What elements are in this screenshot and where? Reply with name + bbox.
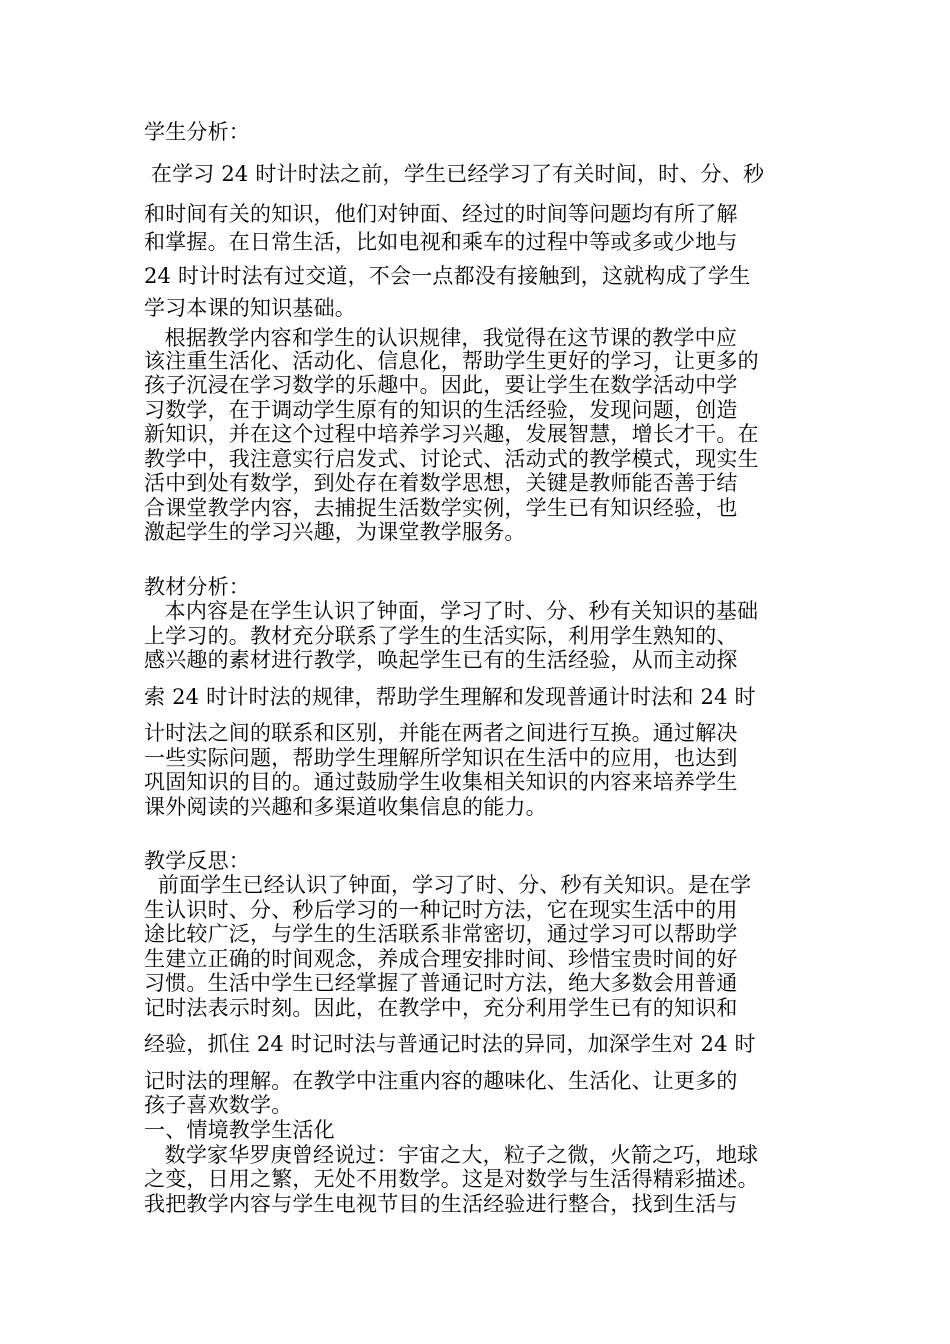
paragraph-line: 和掌握。在日常生活，比如电视和乘车的过程中等或多或少地与: [144, 230, 738, 254]
paragraph-line: 该注重生活化、活动化、信息化，帮助学生更好的学习，让更多的: [144, 349, 759, 373]
paragraph-line: 24 时计时法有过交道，不会一点都没有接触到，这就构成了学生: [144, 264, 751, 288]
paragraph-line: 学习本课的知识基础。: [144, 296, 356, 320]
paragraph-line: 课外阅读的兴趣和多渠道收集信息的能力。: [144, 795, 547, 819]
paragraph-line: 上学习的。教材充分联系了学生的生活实际，利用学生熟知的、: [144, 624, 738, 648]
paragraph-line: 在学习 24 时计时法之前，学生已经学习了有关时间，时、分、秒: [144, 162, 765, 186]
paragraph-line: 教学中，我注意实行启发式、讨论式、活动式的教学模式，现实生: [144, 447, 759, 471]
heading-textbook-analysis: 教材分析：: [144, 575, 250, 599]
paragraph-line: 计时法之间的联系和区别，并能在两者之间进行互换。通过解决: [144, 721, 738, 745]
paragraph-line: 我把教学内容与学生电视节目的生活经验进行整合，找到生活与: [144, 1192, 738, 1216]
paragraph-line: 根据教学内容和学生的认识规律，我觉得在这节课的教学中应: [144, 326, 738, 350]
paragraph-line: 一些实际问题，帮助学生理解所学知识在生活中的应用，也达到: [144, 746, 738, 770]
paragraph-line: 之变，日用之繁，无处不用数学。这是对数学与生活得精彩描述。: [144, 1167, 759, 1191]
heading-teaching-reflection: 教学反思：: [144, 849, 250, 873]
paragraph-line: 经验，抓住 24 时记时法与普通记时法的异同，加深学生对 24 时: [144, 1032, 756, 1056]
paragraph-line: 记时法的理解。在教学中注重内容的趣味化、生活化、让更多的: [144, 1069, 738, 1093]
paragraph-line: 数学家华罗庚曾经说过：宇宙之大，粒子之微，火箭之巧，地球: [144, 1143, 759, 1167]
heading-student-analysis: 学生分析：: [144, 120, 250, 144]
paragraph-line: 习数学，在于调动学生原有的知识的生活经验，发现问题，创造: [144, 398, 738, 422]
paragraph-line: 习惯。生活中学生已经掌握了普通记时方法，绝大多数会用普通: [144, 971, 738, 995]
paragraph-line: 孩子喜欢数学。: [144, 1093, 293, 1117]
paragraph-line: 激起学生的学习兴趣，为课堂教学服务。: [144, 520, 526, 544]
heading-situational-teaching: 一、情境教学生活化: [144, 1118, 335, 1142]
paragraph-line: 新知识，并在这个过程中培养学习兴趣，发展智慧，增长才干。在: [144, 422, 759, 446]
paragraph-line: 记时法表示时刻。因此，在教学中，充分利用学生已有的知识和: [144, 996, 738, 1020]
paragraph-line: 和时间有关的知识，他们对钟面、经过的时间等问题均有所了解: [144, 202, 738, 226]
paragraph-line: 感兴趣的素材进行教学，唤起学生已有的生活经验，从而主动探: [144, 648, 738, 672]
paragraph-line: 合课堂教学内容，去捕捉生活数学实例，学生已有知识经验，也: [144, 496, 738, 520]
paragraph-line: 途比较广泛，与学生的生活联系非常密切，通过学习可以帮助学: [144, 922, 738, 946]
paragraph-line: 前面学生已经认识了钟面，学习了时、分、秒有关知识。是在学: [144, 873, 752, 897]
paragraph-line: 生认识时、分、秒后学习的一种记时方法，它在现实生活中的用: [144, 898, 738, 922]
paragraph-line: 活中到处有数学，到处存在着数学思想，关键是教师能否善于结: [144, 471, 738, 495]
paragraph-line: 孩子沉浸在学习数学的乐趣中。因此，要让学生在数学活动中学: [144, 373, 738, 397]
paragraph-line: 巩固知识的目的。通过鼓励学生收集相关知识的内容来培养学生: [144, 770, 738, 794]
paragraph-line: 本内容是在学生认识了钟面，学习了时、分、秒有关知识的基础: [144, 599, 759, 623]
paragraph-line: 索 24 时计时法的规律，帮助学生理解和发现普通计时法和 24 时: [144, 685, 756, 709]
paragraph-line: 生建立正确的时间观念，养成合理安排时间、珍惜宝贵时间的好: [144, 947, 738, 971]
